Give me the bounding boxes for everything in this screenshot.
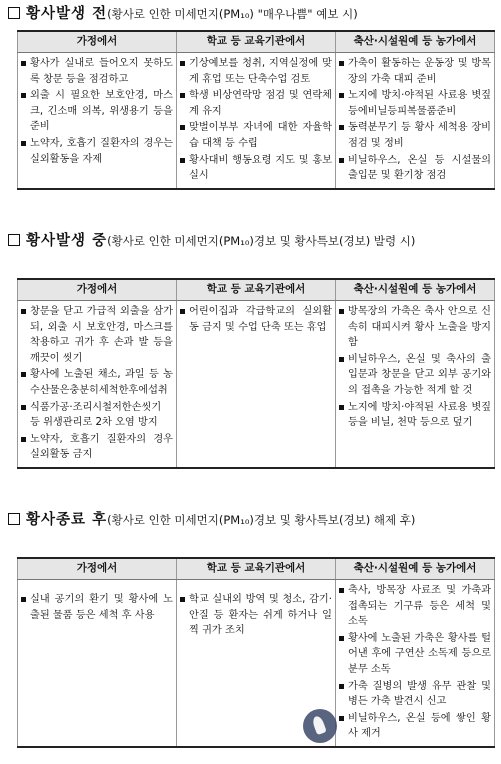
list-item: 비닐하우스, 온실 등에 쌓인 황사 제거 <box>338 711 491 742</box>
list-item: 축사, 방목장 사료조 및 가축과 접촉되는 기구류 등은 세척 및 소독 <box>338 583 491 630</box>
table-during <box>17 278 495 469</box>
checkbox-square-icon <box>8 7 20 19</box>
list-item: 노약자, 호흡기 질환자의 경우는 실외활동을 자제 <box>20 136 173 167</box>
list-item: 노지에 방치·야적된 사료용 볏짚등에비닐등피복물품준비 <box>338 88 491 119</box>
table-header-row <box>18 31 495 53</box>
list-item: 노약자, 호흡기 질환자의 경우 실외활동 금지 <box>20 432 173 463</box>
section-heading <box>8 231 501 251</box>
checkbox-square-icon <box>8 234 20 246</box>
list-item: 황사대비 행동요령 지도 및 홍보 실시 <box>179 153 332 184</box>
table-row <box>18 580 495 747</box>
checkbox-square-icon <box>8 513 20 525</box>
column-header-home: 가정에서 <box>18 31 177 53</box>
cell-farm <box>336 580 495 747</box>
list-item: 동력분무기 등 황사 세척용 장비 점검 및 정비 <box>338 120 491 151</box>
cell-school <box>177 301 336 468</box>
list-item: 식품가공·조리시철저한손씻기 등 위생관리로 2차 오염 방지 <box>20 400 173 431</box>
heading-title: 황사발생 중 <box>26 233 108 249</box>
column-header-farm: 축산·시설원예 등 농가에서 <box>336 31 495 53</box>
heading-title: 황사발생 전 <box>26 6 108 22</box>
section-during <box>0 231 501 251</box>
cell-school <box>177 53 336 189</box>
column-header-home: 가정에서 <box>18 558 177 580</box>
section-before <box>0 4 501 24</box>
column-header-farm: 축산·시설원예 등 농가에서 <box>336 558 495 580</box>
table-row <box>18 301 495 468</box>
list-item: 황사에 노출된 가축은 황사를 털어낸 후에 구연산 소독제 등으로 분무 소독 <box>338 631 491 678</box>
column-header-farm: 축산·시설원예 등 농가에서 <box>336 279 495 301</box>
list-item: 비닐하우스, 온실 및 축사의 출입문과 창문을 닫고 외부 공기와의 접촉을 가능한 적게 할 것 <box>338 352 491 399</box>
cell-home <box>18 580 177 747</box>
heading-condition: (황사로 인한 미세먼지(PM₁₀) "매우나쁨" 예보 시) <box>107 7 358 21</box>
list-item: 황사가 실내로 들어오지 못하도록 창문 등을 점검하고 <box>20 56 173 87</box>
heading-condition: (황사로 인한 미세먼지(PM₁₀)경보 및 황사특보(경보) 해제 후) <box>107 513 416 527</box>
table-header-row <box>18 558 495 580</box>
list-item: 방목장의 가축은 축사 안으로 신속히 대피시켜 황사 노출을 방지함 <box>338 304 491 351</box>
column-header-school: 학교 등 교육기관에서 <box>177 279 336 301</box>
list-item: 비닐하우스, 온실 등 시설물의 출입문 및 환기창 점검 <box>338 153 491 184</box>
list-item: 기상예보를 청취, 지역실정에 맞게 휴업 또는 단축수업 검토 <box>179 56 332 87</box>
column-header-school: 학교 등 교육기관에서 <box>177 31 336 53</box>
table-row <box>18 53 495 189</box>
cell-home <box>18 53 177 189</box>
list-item: 학교 실내외 방역 및 청소, 감기·안질 등 환자는 쉬게 하거나 일찍 귀가 조치 <box>179 592 332 639</box>
column-header-school: 학교 등 교육기관에서 <box>177 558 336 580</box>
section-heading <box>8 4 501 24</box>
cell-home <box>18 301 177 468</box>
list-item: 가축 질병의 발생 유무 관찰 및 병든 가축 발견시 신고 <box>338 679 491 710</box>
list-item: 황사에 노출된 채소, 과일 등 농수산물은충분히세척한후에섭취 <box>20 367 173 398</box>
cell-farm <box>336 53 495 189</box>
column-header-home: 가정에서 <box>18 279 177 301</box>
list-item: 어린이집과 각급학교의 실외활동 금지 및 수업 단축 또는 휴업 <box>179 304 332 335</box>
heading-title: 황사종료 후 <box>26 512 108 528</box>
list-item: 외출 시 필요한 보호안경, 마스크, 긴소매 의복, 위생용기 등을 준비 <box>20 88 173 135</box>
list-item: 실내 공기의 환기 및 황사에 노출된 물품 등은 세척 후 사용 <box>20 592 173 623</box>
list-item: 가축이 활동하는 운동장 및 방목장의 가축 대피 준비 <box>338 56 491 87</box>
section-after <box>0 510 501 530</box>
table-header-row <box>18 279 495 301</box>
watermark-logo-icon <box>303 709 337 743</box>
heading-condition: (황사로 인한 미세먼지(PM₁₀)경보 및 황사특보(경보) 발령 시) <box>107 234 416 248</box>
table-after <box>17 557 495 748</box>
list-item: 맞벌이부부 자녀에 대한 자율학습 대책 등 수립 <box>179 120 332 151</box>
list-item: 창문을 닫고 가급적 외출을 삼가되, 외출 시 보호안경, 마스크를 착용하고 귀가 후 손과 발 등을 깨끗이 씻기 <box>20 304 173 366</box>
list-item: 노지에 방치·야적된 사료용 볏짚 등을 비닐, 천막 등으로 덮기 <box>338 400 491 431</box>
table-before <box>17 30 495 190</box>
section-heading <box>8 510 501 530</box>
list-item: 학생 비상연락망 점검 및 연락체계 유지 <box>179 88 332 119</box>
cell-farm <box>336 301 495 468</box>
